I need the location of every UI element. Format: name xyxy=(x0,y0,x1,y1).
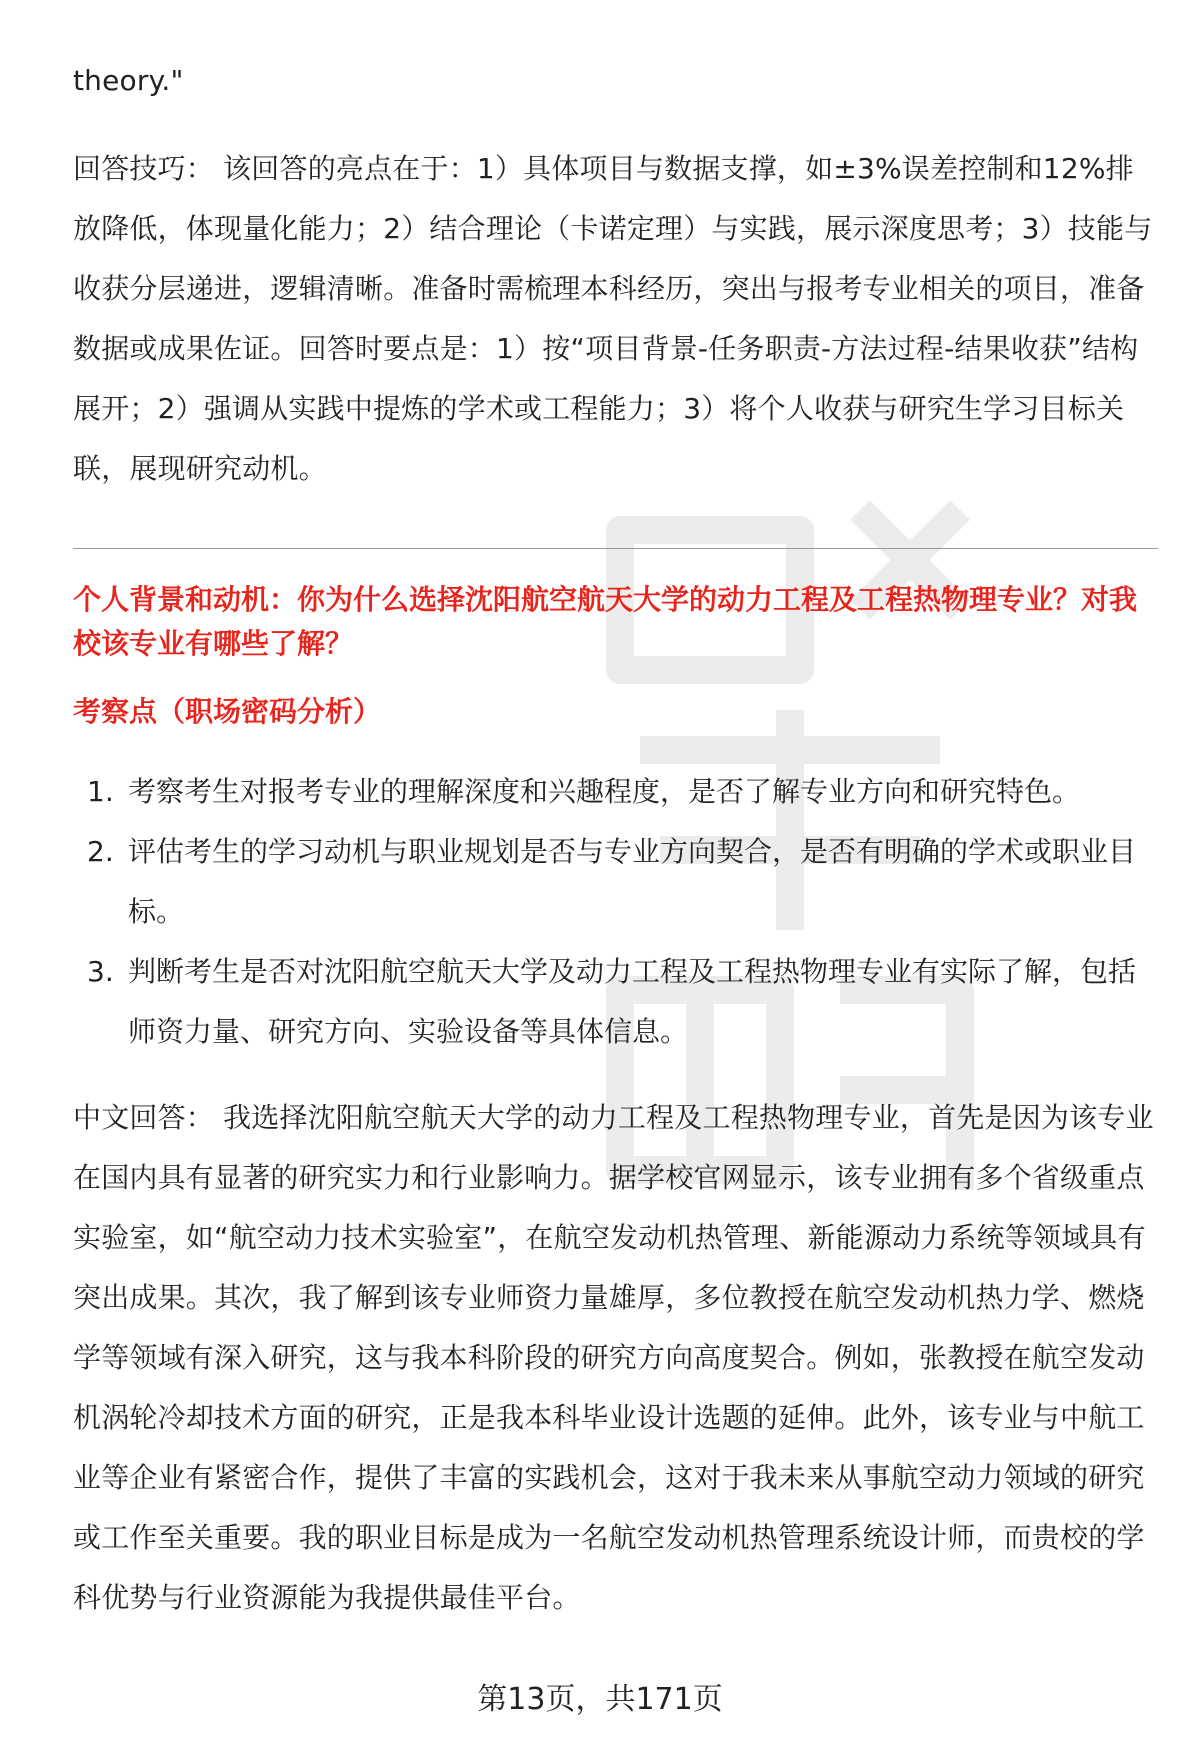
list-item-text: 判断考生是否对沈阳航空航天大学及动力工程及工程热物理专业有实际了解，包括师资力量、研究方向、实验设备等具体信息。 xyxy=(128,955,1137,1048)
section-divider xyxy=(73,548,1158,549)
list-item-number: 1. xyxy=(87,775,114,808)
page-number-footer: 第13页，共171页 xyxy=(477,1682,723,1717)
list-item-text: 评估考生的学习动机与职业规划是否与专业方向契合，是否有明确的学术或职业目标。 xyxy=(128,835,1137,928)
list-item-number: 3. xyxy=(87,955,114,988)
chinese-answer-paragraph: 中文回答： 我选择沈阳航空航天大学的动力工程及工程热物理专业，首先是因为该专业在国内具有显著的研究实力和行业影响力。据学校官网显示，该专业拥有多个省级重点实验室，如“航空动力技术实验室”，在航空发动机热管理、新能源动力系统等领域具有突出成果。其次，我了解到该专业师资力量雄厚，多位教授在航空发动机热力学、燃烧学等领域有深入研究，这与我本科阶段的研究方向高度契合。例如，张教授在航空发动机涡轮冷却技术方面的研究，正是我本科毕业设计选题的延伸。此外，该专业与中航工业等企业有紧密合作，提供了丰富的实践机会，这对于我未来从事航空动力领域的研究或工作至关重要。我的职业目标是成为一名航空发动机热管理系统设计师，而贵校的学科优势与行业资源能为我提供最佳平台。 xyxy=(73,1101,1154,1614)
list-item-text: 考察考生对报考专业的理解深度和兴趣程度，是否了解专业方向和研究特色。 xyxy=(128,775,1081,808)
question-title: 个人背景和动机：你为什么选择沈阳航空航天大学的动力工程及工程热物理专业？对我校该专业有哪些了解？ xyxy=(73,583,1138,660)
list-item-number: 2. xyxy=(87,835,114,868)
list-item xyxy=(73,762,1158,822)
list-item xyxy=(73,942,1158,1062)
continuation-text: theory." xyxy=(73,64,184,97)
assessment-heading: 考察点（职场密码分析） xyxy=(73,695,382,728)
answer-tips-paragraph: 回答技巧： 该回答的亮点在于：1）具体项目与数据支撑，如±3%误差控制和12%排放降低，体现量化能力；2）结合理论（卡诺定理）与实践，展示深度思考；3）技能与收获分层递进，逻辑清晰。准备时需梳理本科经历，突出与报考专业相关的项目，准备数据或成果佐证。回答时要点是：1）按“项目背景-任务职责-方法过程-结果收获”结构展开；2）强调从实践中提炼的学术或工程能力；3）将个人收获与研究生学习目标关联，展现研究动机。 xyxy=(73,152,1153,485)
list-item xyxy=(73,822,1158,942)
assessment-points-list xyxy=(73,762,1158,1062)
